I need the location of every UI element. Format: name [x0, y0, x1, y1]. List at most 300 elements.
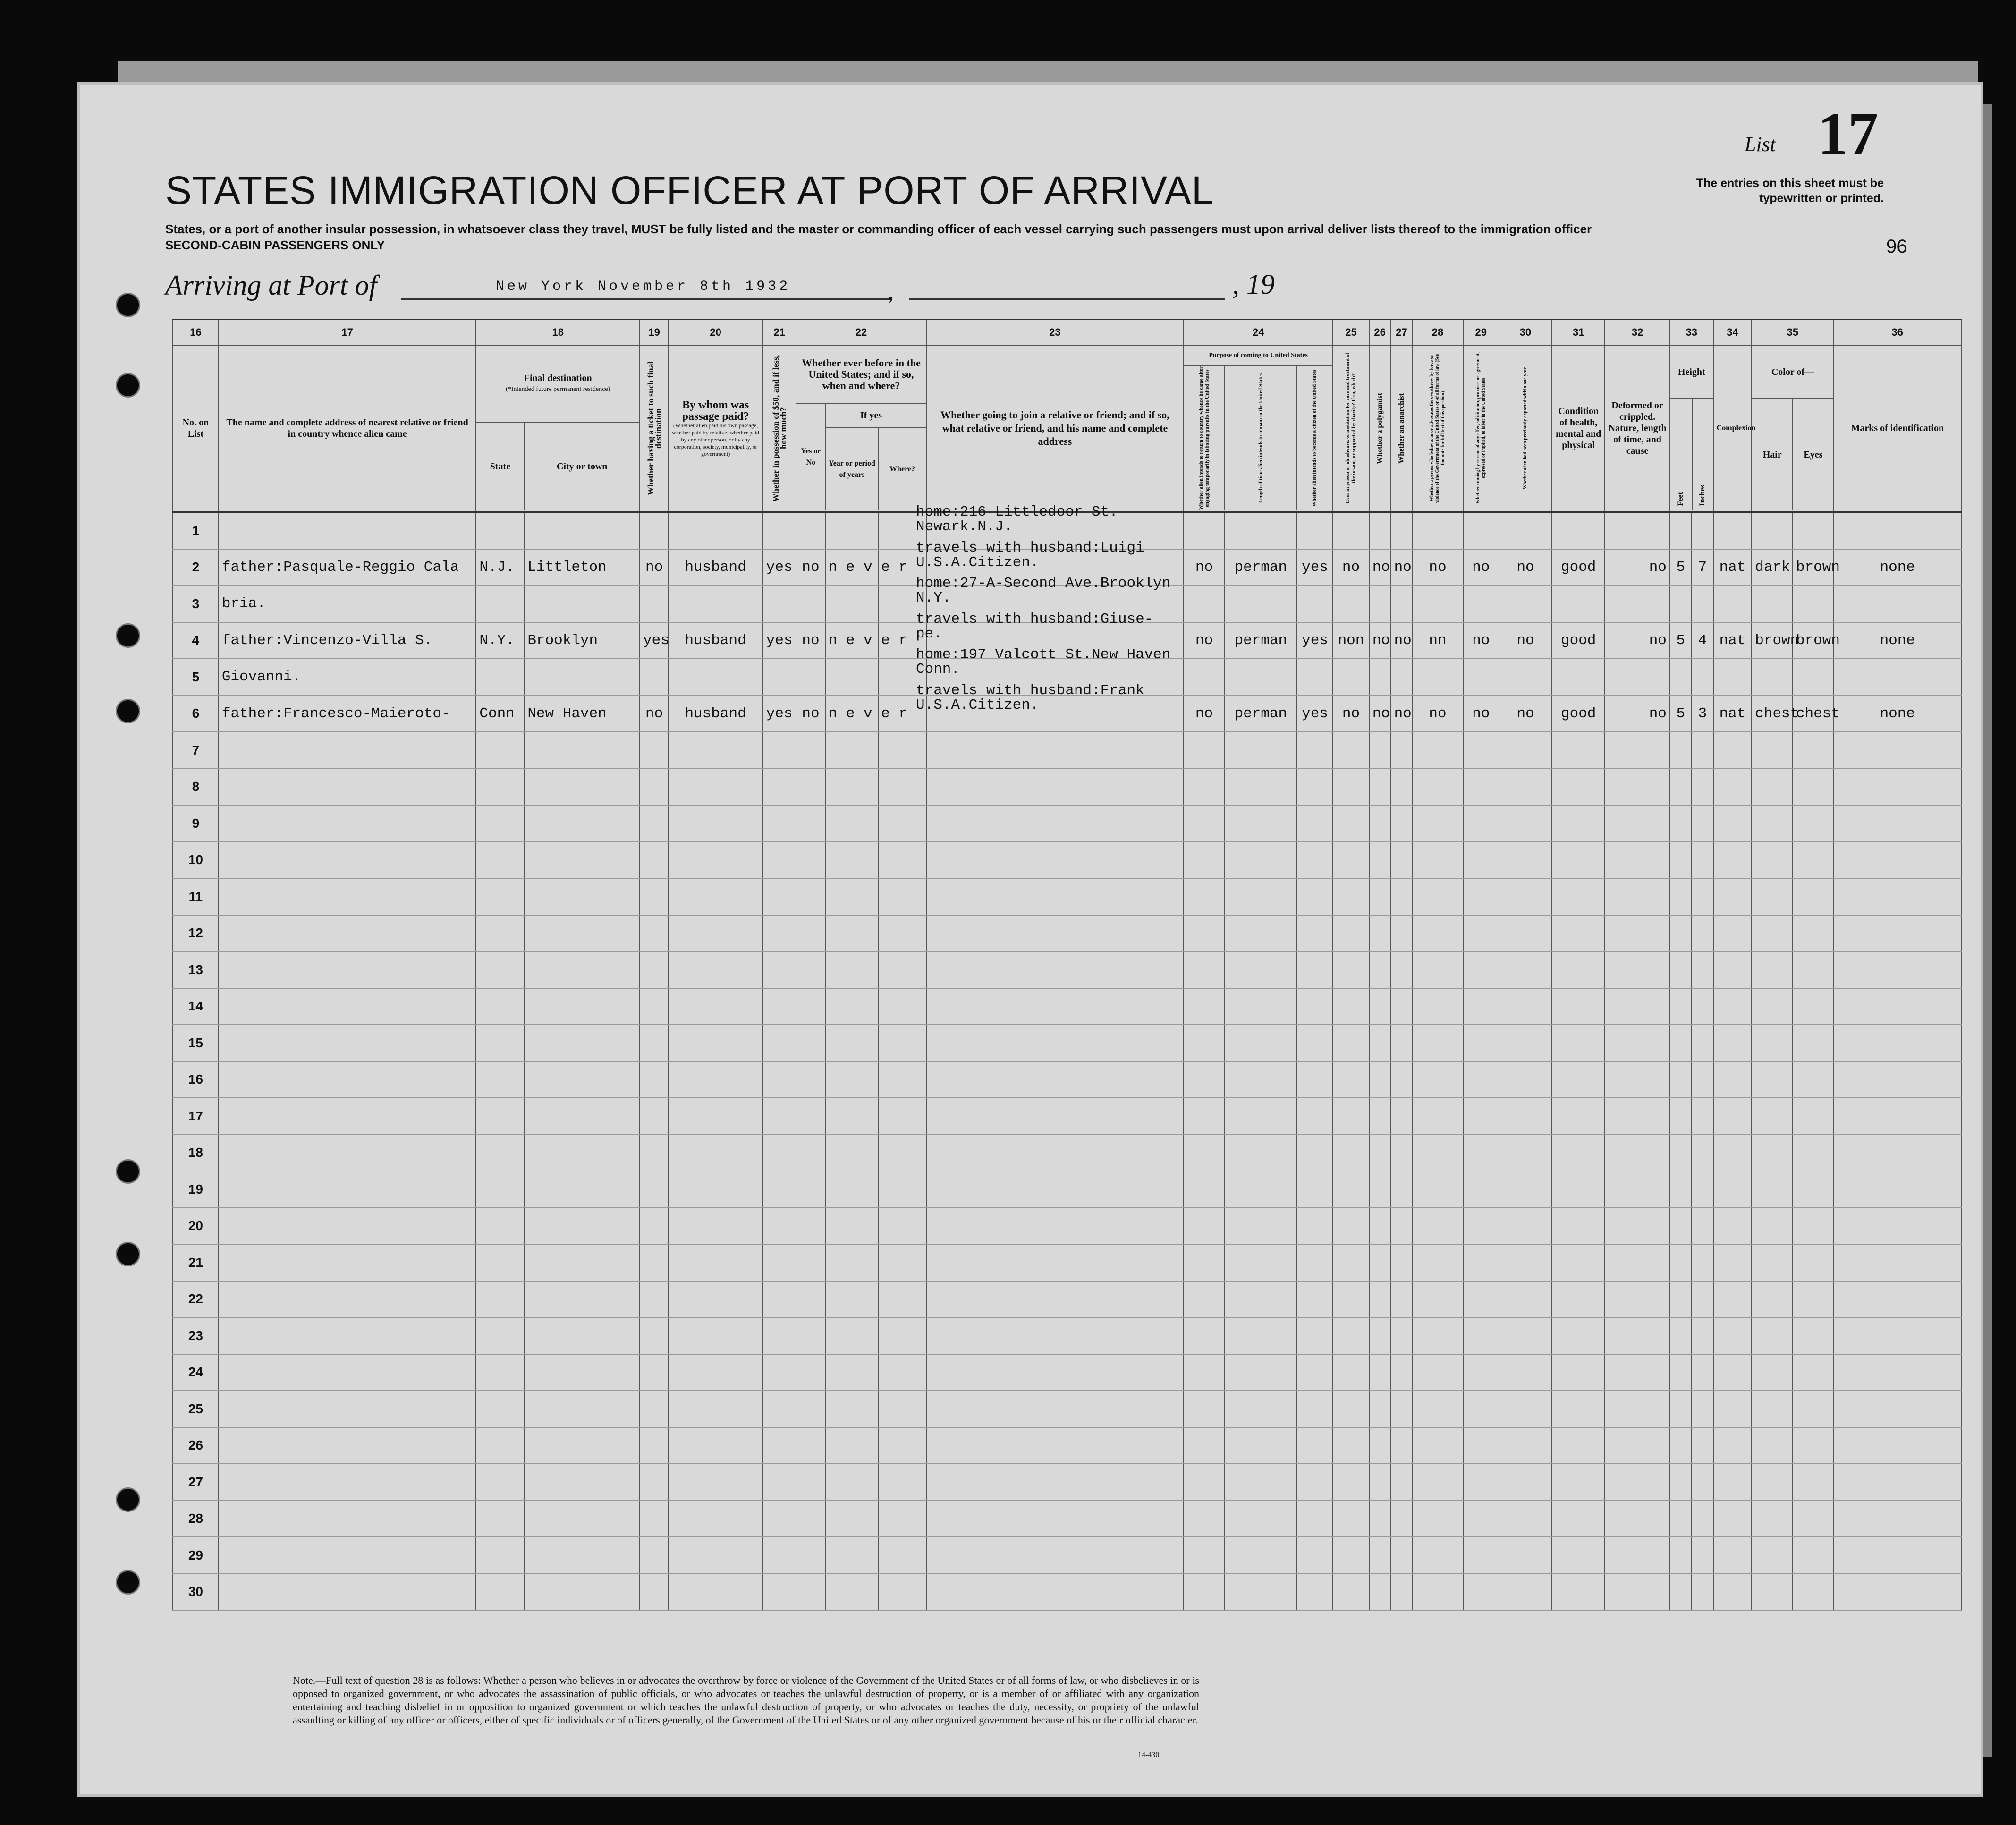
cell-purpose-c [1297, 1427, 1333, 1464]
cell-no: 27 [173, 1464, 219, 1501]
cell-anarchist [1391, 586, 1413, 622]
cell-polygamist [1369, 732, 1391, 769]
cell-q30 [1499, 769, 1552, 806]
cell-eyes [1793, 1025, 1834, 1061]
header-q30 [1499, 345, 1552, 512]
cell-before [796, 1354, 825, 1391]
cell-complexion [1713, 1317, 1752, 1354]
cell-health: good [1552, 696, 1605, 732]
cell-q29 [1463, 769, 1499, 806]
cell-complexion [1713, 1354, 1752, 1391]
cell-deformed [1605, 1317, 1670, 1354]
col-num: 27 [1391, 320, 1413, 346]
cell-no: 18 [173, 1135, 219, 1171]
cell-feet [1670, 1171, 1692, 1208]
table-row [173, 878, 1961, 915]
cell-hair [1752, 769, 1793, 806]
table-row [173, 769, 1961, 806]
cell-eyes [1793, 1391, 1834, 1427]
cell-eyes [1793, 1135, 1834, 1171]
q30-text: Whether alien had been previously deported within one year [1523, 367, 1528, 489]
cell-complexion [1713, 586, 1752, 622]
cell-q29 [1463, 1391, 1499, 1427]
cell-city [524, 769, 640, 806]
cell-relative [219, 1574, 476, 1611]
cell-purpose-c [1297, 1281, 1333, 1318]
cell-polygamist [1369, 878, 1391, 915]
cell-complexion [1713, 805, 1752, 842]
cell-complexion [1713, 1098, 1752, 1135]
cell-city [524, 1135, 640, 1171]
cell-purpose-b [1225, 878, 1297, 915]
cell-before [796, 915, 825, 952]
cell-feet: 5 [1670, 622, 1692, 659]
cell-feet [1670, 1391, 1692, 1427]
cell-marks [1834, 1281, 1961, 1318]
cell-prison [1333, 769, 1369, 806]
cell-before [796, 951, 825, 988]
cell-inches [1692, 1135, 1713, 1171]
header-yes-no: Yes or No [801, 447, 821, 467]
cell-q28 [1412, 732, 1463, 769]
cell-before [796, 805, 825, 842]
cell-deformed: no [1605, 696, 1670, 732]
header-city: City or town [524, 423, 639, 510]
inches-cell [1692, 399, 1713, 510]
cell-hair [1752, 1574, 1793, 1611]
cell-feet [1670, 1281, 1692, 1318]
cell-prison [1333, 1574, 1369, 1611]
page-title: STATES IMMIGRATION OFFICER AT PORT OF ARRIVAL [165, 168, 1214, 212]
cell-purpose-c [1297, 805, 1333, 842]
cell-feet [1670, 1061, 1692, 1098]
cell-prison [1333, 1501, 1369, 1537]
cell-marks [1834, 1537, 1961, 1574]
cell-money [762, 1061, 796, 1098]
cell-purpose-b: perman [1225, 696, 1297, 732]
cell-polygamist [1369, 1061, 1391, 1098]
cell-inches [1692, 1098, 1713, 1135]
header-nearest-relative: The name and complete address of nearest relative or friend in country whence alien came [219, 345, 476, 512]
cell-hair [1752, 1208, 1793, 1245]
col-num: 19 [640, 320, 669, 346]
cell-paid [669, 1171, 762, 1208]
cell-q30 [1499, 1354, 1552, 1391]
joining-entry: home:197 Valcott St.New Haven Conn. [916, 646, 1171, 678]
cell-paid [669, 842, 762, 879]
cell-state [476, 1098, 524, 1135]
cell-state [476, 1537, 524, 1574]
cell-joining [926, 1427, 1184, 1464]
cell-q30 [1499, 1171, 1552, 1208]
cell-relative [219, 512, 476, 549]
cell-state [476, 732, 524, 769]
cell-prison [1333, 1135, 1369, 1171]
cell-q28 [1412, 1537, 1463, 1574]
cell-eyes: brown [1793, 549, 1834, 586]
cell-q28 [1412, 1574, 1463, 1611]
cell-deformed [1605, 951, 1670, 988]
cell-where [878, 1061, 926, 1098]
cell-money [762, 842, 796, 879]
cell-ticket [640, 1574, 669, 1611]
cell-feet [1670, 1317, 1692, 1354]
cell-marks [1834, 769, 1961, 806]
cell-purpose-b [1225, 1574, 1297, 1611]
arriving-underline-2 [909, 298, 1225, 300]
cell-deformed [1605, 878, 1670, 915]
cell-q30 [1499, 1464, 1552, 1501]
table-row [173, 1208, 1961, 1245]
cell-marks [1834, 1098, 1961, 1135]
cell-paid: husband [669, 622, 762, 659]
cell-prison [1333, 1391, 1369, 1427]
cell-state [476, 842, 524, 879]
joining-entry: travels with husband:Giuse- pe. [916, 611, 1153, 642]
cell-anarchist [1391, 659, 1413, 696]
cell-polygamist [1369, 1135, 1391, 1171]
cell-eyes [1793, 842, 1834, 879]
cell-prison [1333, 1427, 1369, 1464]
cell-paid [669, 1574, 762, 1611]
cell-relative [219, 1135, 476, 1171]
cell-q29: no [1463, 549, 1499, 586]
cell-before [796, 732, 825, 769]
cell-q30 [1499, 1244, 1552, 1281]
cell-paid [669, 769, 762, 806]
cell-where [878, 1135, 926, 1171]
cell-years [825, 842, 878, 879]
cell-eyes [1793, 1537, 1834, 1574]
cell-polygamist [1369, 1391, 1391, 1427]
cell-feet [1670, 915, 1692, 952]
cell-q28 [1412, 1208, 1463, 1245]
binder-hole [116, 1242, 140, 1266]
cell-money [762, 586, 796, 622]
header-color-of [1752, 345, 1833, 512]
cell-ticket [640, 732, 669, 769]
cell-no: 13 [173, 951, 219, 988]
cell-money [762, 1135, 796, 1171]
header-marks: Marks of identification [1834, 345, 1961, 512]
cell-relative: bria. [219, 586, 476, 622]
cell-q30 [1499, 951, 1552, 988]
cell-money: yes [762, 549, 796, 586]
purpose-c-cell [1296, 366, 1332, 510]
arriving-value: New York November 8th 1932 [496, 279, 791, 295]
cell-relative [219, 1025, 476, 1061]
cell-anarchist [1391, 1354, 1413, 1391]
cell-anarchist [1391, 842, 1413, 879]
cell-years [825, 659, 878, 696]
cell-ticket [640, 1025, 669, 1061]
cell-relative [219, 769, 476, 806]
cell-city [524, 512, 640, 549]
header-eyes: Eyes [1792, 399, 1833, 510]
cell-before [796, 988, 825, 1025]
cell-city [524, 1244, 640, 1281]
cell-paid [669, 1061, 762, 1098]
cell-eyes: chest [1793, 696, 1834, 732]
cell-no: 20 [173, 1208, 219, 1245]
cell-ticket [640, 1464, 669, 1501]
cell-where [878, 1171, 926, 1208]
binder-hole [116, 373, 140, 398]
cell-feet [1670, 1427, 1692, 1464]
cell-deformed [1605, 1135, 1670, 1171]
money-text: Whether in possession of $50, and if less, how much? [771, 355, 788, 502]
cell-health: good [1552, 622, 1605, 659]
cell-state [476, 1464, 524, 1501]
cell-feet [1670, 1244, 1692, 1281]
cell-money [762, 1501, 796, 1537]
cell-money [762, 1427, 796, 1464]
cell-anarchist [1391, 1244, 1413, 1281]
cell-eyes [1793, 586, 1834, 622]
cell-eyes [1793, 915, 1834, 952]
cell-years [825, 1171, 878, 1208]
table-row [173, 1025, 1961, 1061]
table-row [173, 1391, 1961, 1427]
cell-prison [1333, 951, 1369, 988]
cell-prison: no [1333, 549, 1369, 586]
cell-q28 [1412, 769, 1463, 806]
cell-prison [1333, 512, 1369, 549]
cell-inches [1692, 1208, 1713, 1245]
cell-purpose-b [1225, 659, 1297, 696]
cell-polygamist [1369, 1025, 1391, 1061]
instructions [165, 221, 1652, 253]
cell-joining [926, 915, 1184, 952]
cell-q29 [1463, 1501, 1499, 1537]
cell-purpose-c [1297, 1464, 1333, 1501]
cell-polygamist [1369, 1317, 1391, 1354]
cell-money [762, 1537, 796, 1574]
cell-feet [1670, 805, 1692, 842]
cell-anarchist: no [1391, 622, 1413, 659]
cell-health [1552, 1025, 1605, 1061]
cell-paid [669, 732, 762, 769]
cell-before [796, 1208, 825, 1245]
cell-hair: brown [1752, 622, 1793, 659]
cell-city [524, 1501, 640, 1537]
cell-purpose-b [1225, 1208, 1297, 1245]
cell-polygamist [1369, 1354, 1391, 1391]
cell-years [825, 951, 878, 988]
cell-city: New Haven [524, 696, 640, 732]
cell-years: n e v e r [825, 696, 878, 732]
cell-polygamist [1369, 805, 1391, 842]
cell-ticket [640, 1391, 669, 1427]
cell-joining [926, 732, 1184, 769]
binder-hole [116, 1159, 140, 1184]
cell-no: 6 [173, 696, 219, 732]
cell-purpose-c: yes [1297, 549, 1333, 586]
cell-joining [926, 805, 1184, 842]
cell-complexion [1713, 1171, 1752, 1208]
cell-state [476, 769, 524, 806]
cell-relative [219, 1391, 476, 1427]
cell-q28 [1412, 586, 1463, 622]
cell-joining [926, 1061, 1184, 1098]
cell-eyes [1793, 1244, 1834, 1281]
cell-state [476, 878, 524, 915]
purpose-b-text: Length of time alien intends to remain in the United States [1257, 373, 1263, 503]
cell-ticket [640, 769, 669, 806]
cell-q28 [1412, 1244, 1463, 1281]
cell-marks: none [1834, 549, 1961, 586]
cell-where [878, 842, 926, 879]
cell-deformed [1605, 1464, 1670, 1501]
cell-money [762, 1098, 796, 1135]
cell-q30 [1499, 1427, 1552, 1464]
cell-q28 [1412, 1317, 1463, 1354]
cell-eyes: brown [1793, 622, 1834, 659]
cell-city [524, 659, 640, 696]
cell-eyes [1793, 878, 1834, 915]
cell-purpose-a [1184, 805, 1225, 842]
cell-q29 [1463, 1244, 1499, 1281]
cell-q28 [1412, 1171, 1463, 1208]
cell-health [1552, 1098, 1605, 1135]
cell-where [878, 1244, 926, 1281]
cell-q29 [1463, 842, 1499, 879]
cell-polygamist [1369, 1464, 1391, 1501]
table-row [173, 951, 1961, 988]
cell-purpose-a [1184, 1208, 1225, 1245]
cell-joining [926, 1244, 1184, 1281]
cell-paid [669, 1208, 762, 1245]
cell-years [825, 1537, 878, 1574]
cell-hair [1752, 1427, 1793, 1464]
cell-eyes [1793, 805, 1834, 842]
cell-eyes [1793, 1208, 1834, 1245]
cell-q28 [1412, 512, 1463, 549]
cell-feet [1670, 1537, 1692, 1574]
cell-ticket [640, 1537, 669, 1574]
cell-ticket: no [640, 696, 669, 732]
header-deformed: Deformed or crippled. Nature, length of time, and cause [1605, 345, 1670, 512]
cell-ticket [640, 951, 669, 988]
cell-city [524, 1464, 640, 1501]
cell-where [878, 1025, 926, 1061]
cell-feet [1670, 951, 1692, 988]
cell-purpose-a: no [1184, 549, 1225, 586]
cell-q28 [1412, 1464, 1463, 1501]
cell-paid [669, 1501, 762, 1537]
cell-complexion [1713, 988, 1752, 1025]
cell-joining [926, 1281, 1184, 1318]
cell-years [825, 1135, 878, 1171]
cell-inches [1692, 1501, 1713, 1537]
cell-purpose-b [1225, 1098, 1297, 1135]
cell-years [825, 732, 878, 769]
cell-before [796, 1501, 825, 1537]
cell-q29 [1463, 1208, 1499, 1245]
cell-state [476, 1501, 524, 1537]
cell-joining [926, 1317, 1184, 1354]
table-row [173, 1061, 1961, 1098]
cell-years [825, 586, 878, 622]
cell-ticket [640, 1171, 669, 1208]
cell-money [762, 988, 796, 1025]
cell-q28 [1412, 1501, 1463, 1537]
cell-q29 [1463, 586, 1499, 622]
cell-hair [1752, 1317, 1793, 1354]
cell-anarchist [1391, 878, 1413, 915]
cell-purpose-b [1225, 769, 1297, 806]
cell-marks [1834, 951, 1961, 988]
cell-where [878, 1208, 926, 1245]
cell-prison [1333, 1281, 1369, 1318]
cell-purpose-c [1297, 915, 1333, 952]
cell-before: no [796, 549, 825, 586]
cell-no: 24 [173, 1354, 219, 1391]
cell-before [796, 842, 825, 879]
cell-q29 [1463, 1281, 1499, 1318]
cell-polygamist [1369, 1501, 1391, 1537]
cell-q30 [1499, 842, 1552, 879]
cell-no: 11 [173, 878, 219, 915]
cell-purpose-b [1225, 805, 1297, 842]
cell-prison [1333, 1098, 1369, 1135]
cell-marks [1834, 878, 1961, 915]
cell-q29 [1463, 988, 1499, 1025]
cell-hair [1752, 805, 1793, 842]
cell-before [796, 1244, 825, 1281]
cell-purpose-b [1225, 512, 1297, 549]
col-num: 18 [476, 320, 640, 346]
cell-anarchist [1391, 1464, 1413, 1501]
cell-city [524, 805, 640, 842]
cell-paid [669, 1098, 762, 1135]
cell-feet: 5 [1670, 549, 1692, 586]
cell-inches [1692, 732, 1713, 769]
cell-ticket [640, 1208, 669, 1245]
cell-joining [926, 842, 1184, 879]
cell-money [762, 1025, 796, 1061]
cell-ticket [640, 1135, 669, 1171]
cell-health: good [1552, 549, 1605, 586]
cell-relative [219, 1098, 476, 1135]
cell-before [796, 769, 825, 806]
cell-q29 [1463, 915, 1499, 952]
cell-money [762, 769, 796, 806]
cell-before [796, 586, 825, 622]
cell-ticket [640, 1281, 669, 1318]
cell-q28: no [1412, 549, 1463, 586]
header-year-period: Year or period of years [828, 459, 875, 479]
cell-ticket: yes [640, 622, 669, 659]
cell-no: 30 [173, 1574, 219, 1611]
cell-anarchist [1391, 1501, 1413, 1537]
cell-hair [1752, 1391, 1793, 1427]
cell-state [476, 1171, 524, 1208]
height-label: Height [1670, 346, 1713, 399]
cell-where [878, 1281, 926, 1318]
cell-relative [219, 1317, 476, 1354]
cell-no: 26 [173, 1427, 219, 1464]
purpose-c-text: Whether alien intends to become a citizen of the United States [1312, 369, 1318, 507]
cell-feet [1670, 1025, 1692, 1061]
cell-deformed [1605, 659, 1670, 696]
cell-inches [1692, 1317, 1713, 1354]
cell-inches: 7 [1692, 549, 1713, 586]
cell-eyes [1793, 951, 1834, 988]
cell-before: no [796, 622, 825, 659]
cell-marks [1834, 1135, 1961, 1171]
cell-before [796, 1098, 825, 1135]
